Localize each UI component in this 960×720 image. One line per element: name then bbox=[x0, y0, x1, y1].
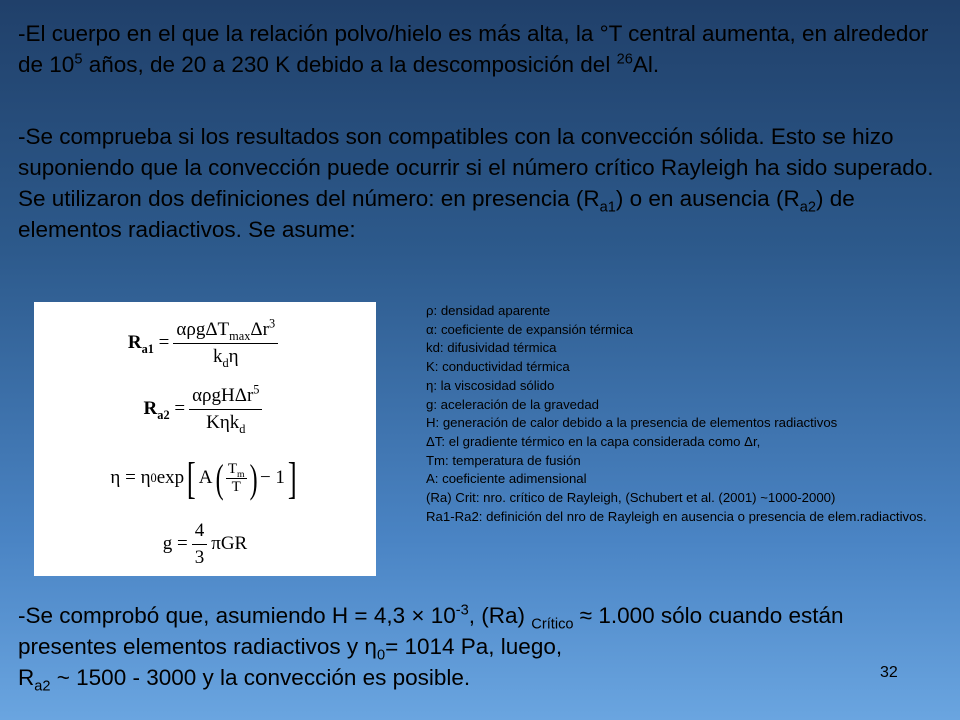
p3-text-d: = 1014 Pa, luego, bbox=[385, 634, 563, 659]
definition-diffusivity: kd: difusividad térmica bbox=[426, 340, 557, 356]
definition-critical: (Ra) Crit: nro. crítico de Rayleigh, (Schubert et al. (2001) ~1000-2000) bbox=[426, 490, 836, 506]
formula-ra2: $R_{a2}$ = $\frac{\alpha\rho gH\Delta r^5}{K\eta k_d}$ bbox=[34, 378, 376, 440]
definition-gradient: ΔT: el gradiente térmico en la capa considerada como Δr, bbox=[426, 433, 761, 449]
definition-density: ρ: densidad aparente bbox=[426, 303, 551, 318]
p1-text-a: -El cuerpo en el que la relación polvo/hielo es más alta, la °T central aumenta, en alrededor de 10 bbox=[18, 21, 929, 77]
p3-text-a: -Se comprobó que, asumiendo H = 4,3 × 10 bbox=[18, 603, 456, 628]
p2-text-c: ) o en ausencia (R bbox=[615, 186, 800, 211]
p2-sub-b: a1 bbox=[599, 199, 616, 216]
definition-rayleigh: Ra1-Ra2: definición del nro de Rayleigh en ausencia o presencia de elem.radiactivos. bbox=[426, 508, 927, 524]
p2-text-a: -Se comprueba si los resultados son compatibles con la convección sólida. Esto se hizo suponiendo que la convección puede ocurrir si el número crítico Rayleigh ha sido superado. bbox=[18, 124, 934, 180]
p3-sub-c: 0 bbox=[376, 647, 386, 664]
formula-panel bbox=[34, 302, 376, 576]
paragraph-conclusion bbox=[18, 600, 948, 693]
definition-coefficient: A: coeficiente adimensional bbox=[426, 471, 587, 487]
slide-number: 32 bbox=[880, 664, 898, 681]
p2-text-d: ) de elementos radiactivos. Se asume: bbox=[18, 186, 855, 242]
definitions-list bbox=[426, 302, 936, 526]
p2-sub-c: a2 bbox=[799, 199, 816, 216]
formula-viscosity: η = η 0 exp [ A ( $\frac{T_m}{T}$ ) − 1 ] bbox=[110, 453, 297, 503]
formula-gravity: g = $\frac{4}{3}$ πGR bbox=[162, 519, 248, 568]
p3-sub-e: a2 bbox=[34, 678, 51, 695]
definition-melting: Tm: temperatura de fusión bbox=[426, 452, 581, 468]
p1-text-b: años, de 20 a 230 K debido a la descomposición del bbox=[82, 52, 617, 77]
p3-sup-a: -3 bbox=[455, 602, 469, 619]
p3-text-e: R bbox=[18, 665, 35, 690]
p1-sup-b: 26 bbox=[616, 51, 633, 68]
definition-viscosity: η: la viscosidad sólido bbox=[426, 377, 555, 393]
definition-expansion: α: coeficiente de expansión térmica bbox=[426, 321, 634, 337]
definition-gravity: g: aceleración de la gravedad bbox=[426, 396, 600, 412]
p3-text-c: ≈ 1.000 sólo cuando están presentes elementos radiactivos y η bbox=[18, 603, 844, 659]
definition-heat: H: generación de calor debido a la presencia de elementos radiactivos bbox=[426, 415, 838, 431]
paragraph-temperature bbox=[18, 18, 948, 80]
p1-sup-a: 5 bbox=[74, 51, 83, 68]
p3-text-b: , (Ra) bbox=[468, 603, 532, 628]
formula-ra1: $R_{a1}$ = $\frac{\alpha\rho g\Delta T_{max}\Delta r^3}{k_d\eta}$ bbox=[34, 312, 376, 374]
p3-sub-b: Crítico bbox=[531, 616, 574, 633]
p2-text-b: Se utilizaron dos definiciones del número: en presencia (R bbox=[18, 186, 600, 211]
paragraph-convection bbox=[18, 121, 948, 245]
p3-text-f: ~ 1500 - 3000 y la convección es posible. bbox=[50, 665, 471, 690]
p1-text-c: Al. bbox=[632, 52, 660, 77]
definition-conductivity: K: conductividad térmica bbox=[426, 359, 570, 375]
